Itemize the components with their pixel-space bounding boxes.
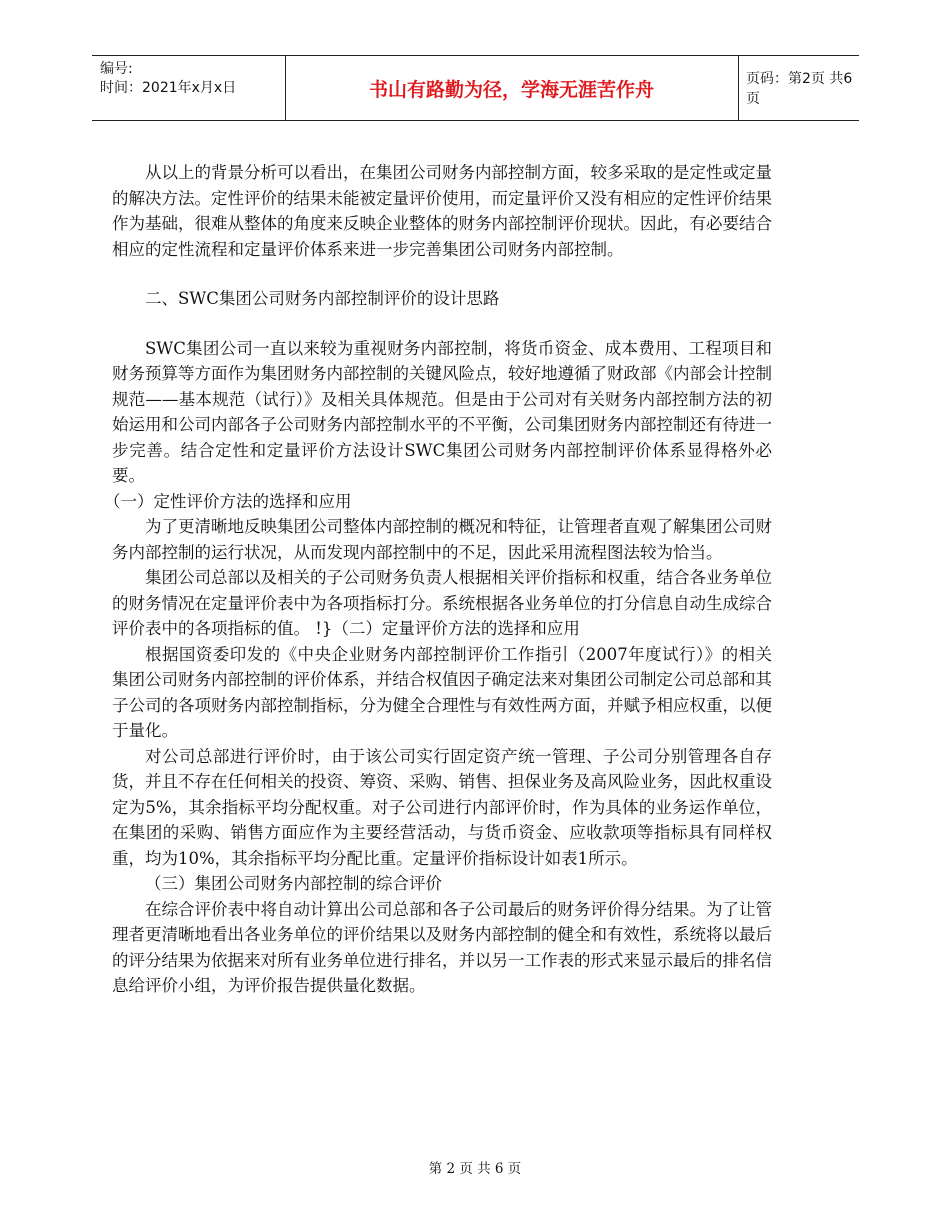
section-heading: 二、SWC集团公司财务内部控制评价的设计思路 xyxy=(145,289,500,308)
document-body xyxy=(104,160,772,999)
paragraph: 在综合评价表中将自动计算出公司总部和各子公司最后的财务评价得分结果。为了让管理者更清晰地看出各业务单位的评价结果以及财务内部控制的健全和有效性，系统将以最后的评分结果为依据来对所有业务单位进行排名，并以另一工作表的形式来显示最后的排名信息给评价小组，为评价报告提供量化数据。 xyxy=(112,899,772,995)
paragraph: 为了更清晰地反映集团公司整体内部控制的概况和特征，让管理者直观了解集团公司财务内部控制的运行状况，从而发现内部控制中的不足，因此采用流程图法较为恰当。 xyxy=(112,517,772,562)
header-page-info: 页码：第2页 共6页 xyxy=(746,71,853,107)
spacer xyxy=(112,312,772,336)
serial-label: 编号: xyxy=(100,61,133,77)
paragraph: 集团公司总部以及相关的子公司财务负责人根据相关评价指标和权重，结合各业务单位的财务情况在定量评价表中为各项指标打分。系统根据各业务单位的打分信息自动生成综合评价表中的各项指标的值。 !}（二）定量评价方法的选择和应用 xyxy=(112,568,772,638)
paragraph: 根据国资委印发的《中央企业财务内部控制评价工作指引（2007年度试行）》的相关集团公司财务内部控制的评价体系，并结合权值因子确定法来对集团公司制定公司总部和其子公司的各项财务内部控制指标，分为健全合理性与有效性两方面，并赋予相应权重，以便于量化。 xyxy=(112,644,772,740)
header-meta xyxy=(100,60,236,98)
subsection-heading: （三）集团公司财务内部控制的综合评价 xyxy=(145,874,442,893)
paragraph: SWC集团公司一直以来较为重视财务内部控制，将货币资金、成本费用、工程项目和财务预算等方面作为集团财务内部控制的关键风险点，较好地遵循了财政部《内部会计控制规范——基本规范（试行）》及相关具体规范。但是由于公司对有关财务内部控制方法的初始运用和公司内部各子公司财务内部控制水平的不平衡，公司集团财务内部控制还有待进一步完善。结合定性和定量评价方法设计SWC集团公司财务内部控制评价体系显得格外必要。 xyxy=(112,338,772,485)
spacer xyxy=(112,262,772,286)
time-label: 时间：2021年x月x日 xyxy=(100,80,237,96)
paragraph: 从以上的背景分析可以看出，在集团公司财务内部控制方面，较多采取的是定性或定量的解决方法。定性评价的结果未能被定量评价使用，而定量评价又没有相应的定性评价结果作为基础，很难从整体的角度来反映企业整体的财务内部控制评价现状。因此，有必要结合相应的定性流程和定量评价体系来进一步完善集团公司财务内部控制。 xyxy=(112,163,772,259)
page-header xyxy=(92,55,859,121)
page-footer: 第 2 页 共 6 页 xyxy=(428,1161,522,1177)
header-motto: 书山有路勤为径，学海无涯苦作舟 xyxy=(368,78,654,101)
subsection-heading: （一）定性评价方法的选择和应用 xyxy=(104,491,352,511)
header-divider xyxy=(738,56,739,120)
paragraph: 对公司总部进行评价时，由于该公司实行固定资产统一管理、子公司分别管理各自存货，并且不存在任何相关的投资、筹资、采购、销售、担保业务及高风险业务，因此权重设定为5%，其余指标平均分配权重。对子公司进行内部评价时，作为具体的业务运作单位，在集团的采购、销售方面应作为主要经营活动，与货币资金、应收款项等指标具有同样权重，均为10%，其余指标平均分配比重。定量评价指标设计如表1所示。 xyxy=(112,746,772,868)
